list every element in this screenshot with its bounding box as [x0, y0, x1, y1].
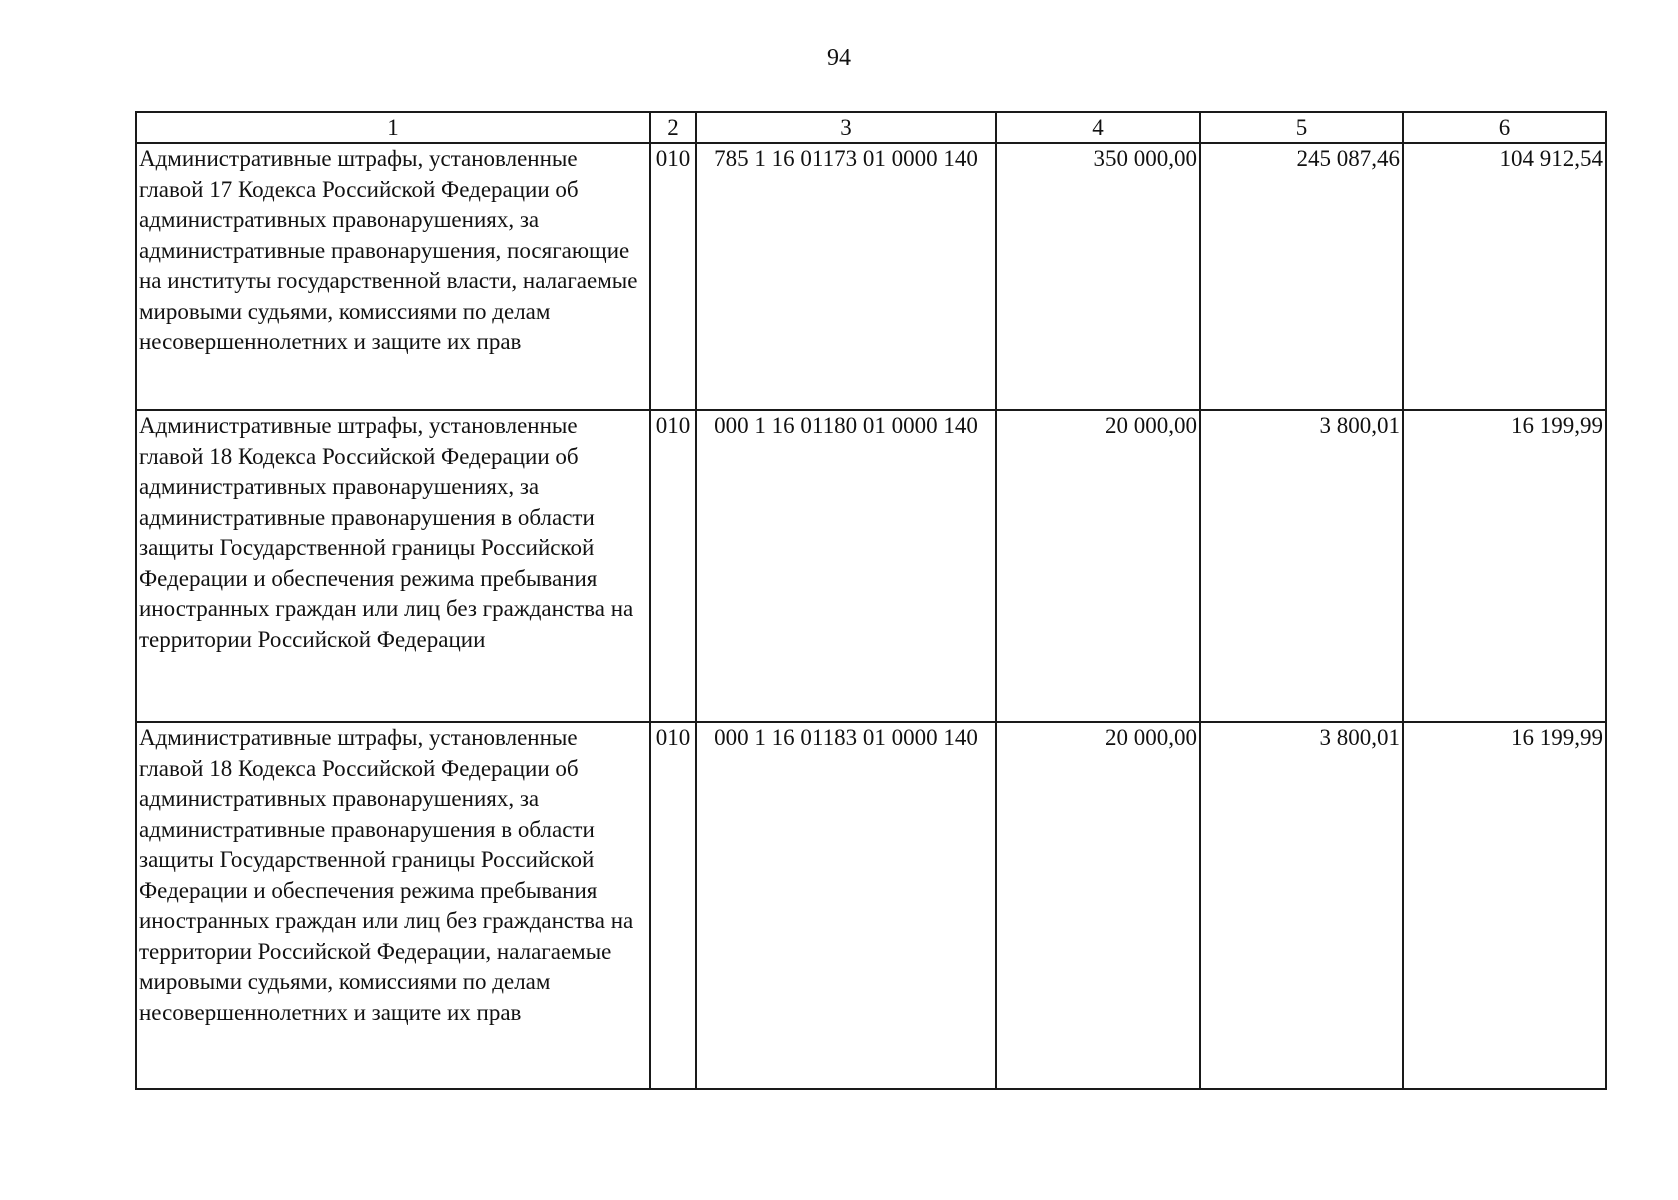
budget-income-table: [135, 111, 1607, 1090]
income-code-cell: 785 1 16 01173 01 0000 140: [696, 143, 996, 410]
executed-amount-cell: 3 800,01: [1200, 410, 1403, 722]
table-row: [136, 410, 1606, 722]
approved-amount-cell: 20 000,00: [996, 410, 1200, 722]
column-header-4: 4: [996, 112, 1200, 143]
income-name-cell: Административные штрафы, установленные главой 18 Кодекса Российской Федерации об административных правонарушениях, за административные правонарушения в области защиты Государственной границы Российской Федерации и обеспечения режима пребывания иностранных граждан или лиц без гражданства на территории Российской Федерации: [136, 410, 650, 722]
line-code-cell: 010: [650, 143, 696, 410]
line-code-cell: 010: [650, 722, 696, 1089]
table-row: [136, 722, 1606, 1089]
income-code-cell: 000 1 16 01183 01 0000 140: [696, 722, 996, 1089]
column-header-3: 3: [696, 112, 996, 143]
income-name-cell: Административные штрафы, установленные главой 18 Кодекса Российской Федерации об административных правонарушениях, за административные правонарушения в области защиты Государственной границы Российской Федерации и обеспечения режима пребывания иностранных граждан или лиц без гражданства на территории Российской Федерации, налагаемые мировыми судьями, комиссиями по делам несовершеннолетних и защите их прав: [136, 722, 650, 1089]
executed-amount-cell: 3 800,01: [1200, 722, 1403, 1089]
column-header-5: 5: [1200, 112, 1403, 143]
unexecuted-amount-cell: 104 912,54: [1403, 143, 1606, 410]
unexecuted-amount-cell: 16 199,99: [1403, 722, 1606, 1089]
unexecuted-amount-cell: 16 199,99: [1403, 410, 1606, 722]
approved-amount-cell: 20 000,00: [996, 722, 1200, 1089]
table-row: [136, 143, 1606, 410]
page-number: 94: [827, 45, 851, 71]
income-name-cell: Административные штрафы, установленные главой 17 Кодекса Российской Федерации об административных правонарушениях, за административные правонарушения, посягающие на институты государственной власти, налагаемые мировыми судьями, комиссиями по делам несовершеннолетних и защите их прав: [136, 143, 650, 410]
table-header-row: [136, 112, 1606, 143]
column-header-6: 6: [1403, 112, 1606, 143]
approved-amount-cell: 350 000,00: [996, 143, 1200, 410]
column-header-1: 1: [136, 112, 650, 143]
income-code-cell: 000 1 16 01180 01 0000 140: [696, 410, 996, 722]
line-code-cell: 010: [650, 410, 696, 722]
column-header-2: 2: [650, 112, 696, 143]
executed-amount-cell: 245 087,46: [1200, 143, 1403, 410]
